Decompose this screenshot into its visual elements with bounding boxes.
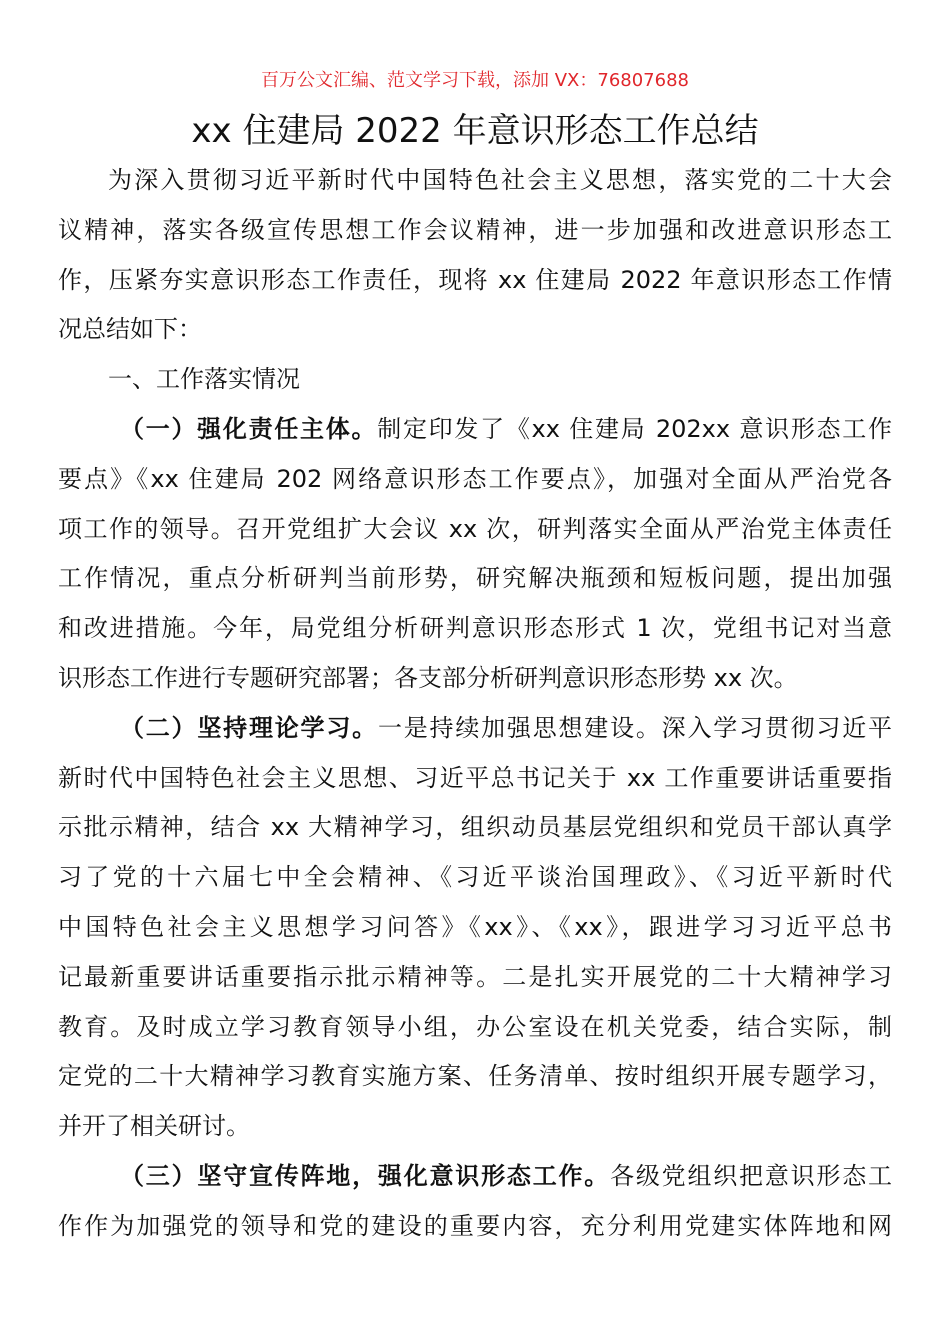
paragraph-line [58, 256, 892, 306]
line-text: 示批示精神，结合 xx 大精神学习，组织动员基层党组织和党员干部认真学 [58, 813, 892, 842]
paragraph-line [58, 405, 892, 455]
paragraph-line [58, 803, 892, 853]
paragraph-line [58, 654, 892, 704]
line-text: 和改进措施。今年，局党组分析研判意识形态形式 1 次，党组书记对当意 [58, 614, 892, 643]
line-text: 制定印发了《xx 住建局 202xx 意识形态工作 [377, 414, 892, 443]
paragraph-line [58, 1102, 892, 1152]
line-text: 定党的二十大精神学习教育实施方案、任务清单、按时组织开展专题学习， [58, 1062, 892, 1091]
line-text: 记最新重要讲话重要指示批示精神等。二是扎实开展党的二十大精神学习 [58, 962, 892, 991]
line-text: 中国特色社会主义思想学习问答》《xx》、《xx》，跟进学习习近平总书 [58, 912, 892, 941]
line-text: 一、工作落实情况 [108, 365, 300, 394]
document-body [58, 156, 892, 1252]
section-heading: （一）强化责任主体。 [120, 414, 378, 443]
paragraph-line [58, 305, 892, 355]
line-text: 项工作的领导。召开党组扩大会议 xx 次，研判落实全面从严治党主体责任 [58, 514, 892, 543]
paragraph-line [58, 156, 892, 206]
line-text: 为深入贯彻习近平新时代中国特色社会主义思想，落实党的二十大会 [108, 166, 892, 194]
paragraph-line [58, 1052, 892, 1102]
line-text: 并开了相关研讨。 [58, 1112, 250, 1141]
paragraph-line [58, 554, 892, 604]
paragraph-line [58, 953, 892, 1003]
line-text: 况总结如下： [58, 315, 202, 344]
paragraph-line [58, 853, 892, 903]
line-text: 作作为加强党的领导和党的建设的重要内容，充分利用党建实体阵地和网 [58, 1211, 892, 1240]
paragraph-line [58, 355, 892, 405]
line-text: 作，压紧夯实意识形态工作责任，现将 xx 住建局 2022 年意识形态工作情 [58, 265, 892, 294]
paragraph-line [58, 505, 892, 555]
line-text: 要点》《xx 住建局 202 网络意识形态工作要点》，加强对全面从严治党各 [58, 464, 892, 493]
line-text: 工作情况，重点分析研判当前形势，研究解决瓶颈和短板问题，提出加强 [58, 564, 892, 593]
paragraph-line [58, 206, 892, 256]
watermark-header: 百万公文汇编、范文学习下载，添加 VX：76807688 [261, 70, 689, 91]
paragraph-line [58, 704, 892, 754]
paragraph-line [58, 754, 892, 804]
line-text: 议精神，落实各级宣传思想工作会议精神，进一步加强和改进意识形态工 [58, 215, 892, 244]
paragraph-line [58, 903, 892, 953]
paragraph-line [58, 1003, 892, 1053]
paragraph-line [58, 604, 892, 654]
paragraph-line [58, 1202, 892, 1252]
section-heading: （二）坚持理论学习。 [120, 713, 378, 742]
line-text: 识形态工作进行专题研究部署；各支部分析研判意识形态形势 xx 次。 [58, 663, 798, 692]
line-text: 各级党组织把意识形态工 [610, 1161, 893, 1190]
paragraph-line [58, 455, 892, 505]
line-text: 新时代中国特色社会主义思想、习近平总书记关于 xx 工作重要讲话重要指 [58, 763, 892, 792]
paragraph-line [58, 1152, 892, 1202]
section-heading: （三）坚守宣传阵地，强化意识形态工作。 [120, 1161, 611, 1190]
line-text: 习了党的十六届七中全会精神、《习近平谈治国理政》、《习近平新时代 [58, 863, 892, 892]
document-title: xx 住建局 2022 年意识形态工作总结 [191, 111, 759, 151]
line-text: 教育。及时成立学习教育领导小组，办公室设在机关党委，结合实际，制 [58, 1012, 892, 1041]
line-text: 一是持续加强思想建设。深入学习贯彻习近平 [377, 713, 893, 742]
